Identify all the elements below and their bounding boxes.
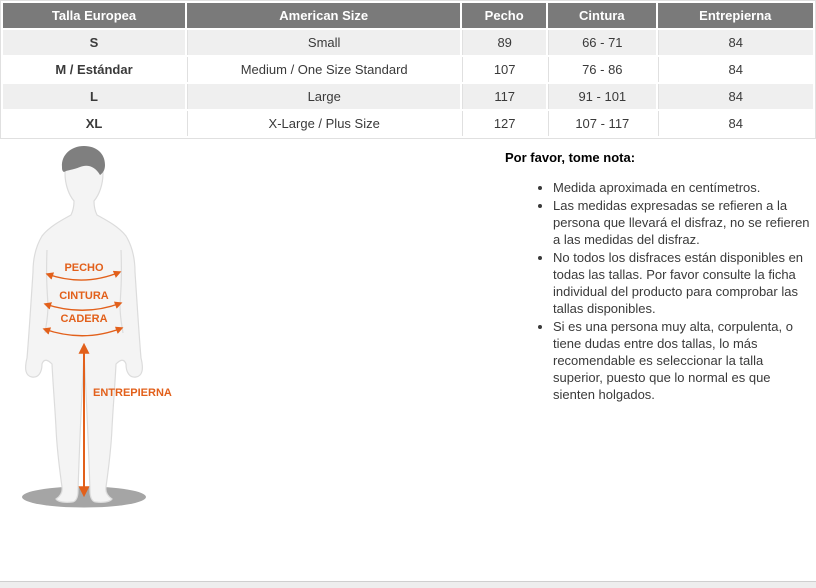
note-item: • Las medidas expresadas se refieren a la persona que llevará el disfraz, no se refieren a las medidas del disfraz. bbox=[553, 197, 813, 248]
size-chart bbox=[0, 0, 816, 139]
cell-entrepierna: 84 bbox=[658, 30, 813, 55]
column-header-entrepierna: Entrepierna bbox=[658, 3, 813, 28]
column-header-talla-europea: Talla Europea bbox=[3, 3, 185, 28]
cell-american: Medium / One Size Standard bbox=[187, 57, 460, 82]
cell-cintura: 66 - 71 bbox=[548, 30, 656, 55]
notes-heading: Por favor, tome nota: bbox=[505, 150, 636, 165]
cell-entrepierna: 84 bbox=[658, 111, 813, 136]
cell-entrepierna: 84 bbox=[658, 57, 813, 82]
table-row-s bbox=[3, 30, 813, 55]
hip-label: CADERA bbox=[60, 313, 108, 325]
column-header-american-size: American Size bbox=[187, 3, 460, 28]
note-item: • Medida aproximada en centímetros. bbox=[553, 179, 813, 196]
cell-cintura: 107 - 117 bbox=[548, 111, 656, 136]
body-measurement-diagram bbox=[0, 140, 200, 540]
column-header-cintura: Cintura bbox=[548, 3, 656, 28]
cell-pecho: 89 bbox=[462, 30, 546, 55]
cell-talla: S bbox=[3, 30, 185, 55]
cell-talla: L bbox=[3, 84, 185, 109]
cell-pecho: 117 bbox=[462, 84, 546, 109]
cell-pecho: 107 bbox=[462, 57, 546, 82]
cell-pecho: 127 bbox=[462, 111, 546, 136]
waist-label: CINTURA bbox=[59, 290, 109, 302]
chest-label: PECHO bbox=[64, 262, 104, 274]
table-header-row bbox=[3, 3, 813, 28]
cell-talla: M / Estándar bbox=[3, 57, 185, 82]
notes-list bbox=[505, 179, 813, 403]
cell-entrepierna: 84 bbox=[658, 84, 813, 109]
cell-american: Small bbox=[187, 30, 460, 55]
cell-american: X-Large / Plus Size bbox=[187, 111, 460, 136]
table-row-m bbox=[3, 57, 813, 82]
note-item: • No todos los disfraces están disponibles en todas las tallas. Por favor consulte la ficha individual del producto para comprobar las tallas disponibles. bbox=[553, 249, 813, 317]
table-row-xl bbox=[3, 111, 813, 136]
cell-talla: XL bbox=[3, 111, 185, 136]
size-table bbox=[1, 1, 815, 138]
table-row-l bbox=[3, 84, 813, 109]
notes-section bbox=[505, 140, 813, 404]
cell-american: Large bbox=[187, 84, 460, 109]
cell-cintura: 91 - 101 bbox=[548, 84, 656, 109]
note-item: • Si es una persona muy alta, corpulenta, o tiene dudas entre dos tallas, lo más recomendable es seleccionar la talla superior, puesto que lo normal es que sienten holgados. bbox=[553, 318, 813, 403]
inseam-label: ENTREPIERNA bbox=[93, 387, 172, 399]
column-header-pecho: Pecho bbox=[462, 3, 546, 28]
bottom-divider-bar bbox=[0, 581, 816, 588]
cell-cintura: 76 - 86 bbox=[548, 57, 656, 82]
